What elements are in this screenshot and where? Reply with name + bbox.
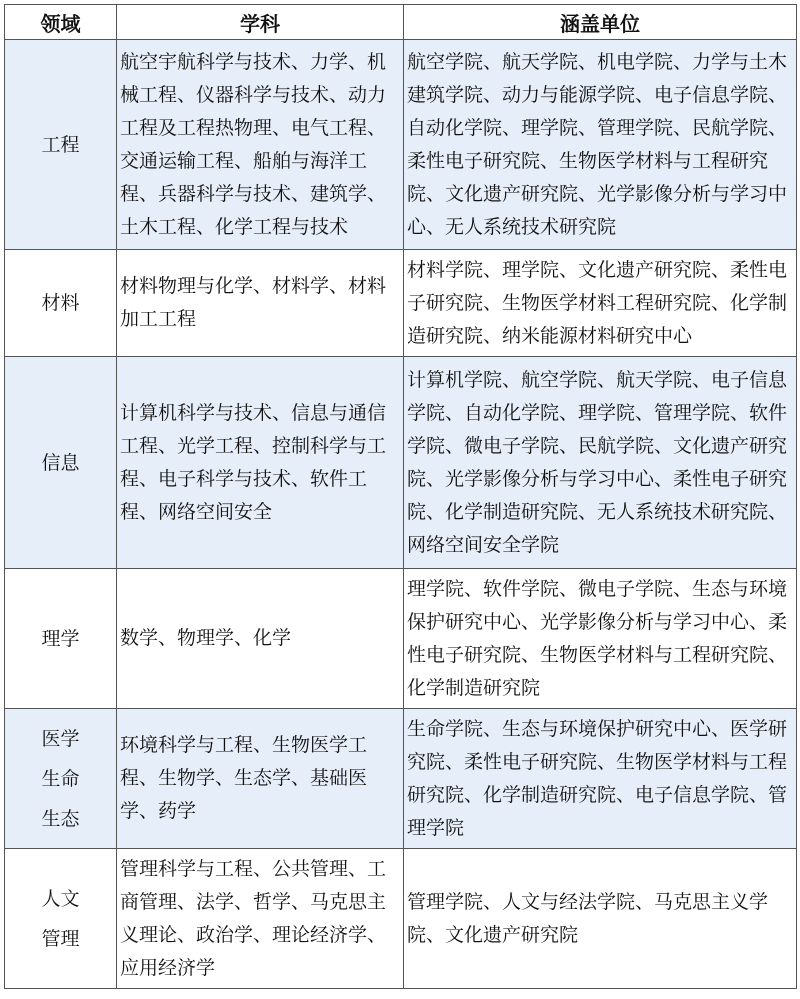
units-cell: 理学院、软件学院、微电子学院、生态与环境保护研究中心、光学影像分析与学习中心、柔性电子研究院、生物医学材料与工程研究院、化学制造研究院: [404, 569, 797, 709]
table-row: [5, 357, 797, 569]
table-row: [5, 709, 797, 849]
units-cell: 计算机学院、航空学院、航天学院、电子信息学院、自动化学院、理学院、管理学院、软件学院、微电子学院、民航学院、文化遗产研究院、光学影像分析与学习中心、柔性电子研究院、化学制造研究院、无人系统技术研究院、网络空间安全学院: [404, 357, 797, 569]
domain-cell: [5, 250, 117, 357]
table-row: [5, 849, 797, 989]
units-cell: 航空学院、航天学院、机电学院、力学与土木建筑学院、动力与能源学院、电子信息学院、自动化学院、理学院、管理学院、民航学院、柔性电子研究院、生物医学材料与工程研究院、文化遗产研究院、光学影像分析与学习中心、无人系统技术研究院: [404, 40, 797, 250]
domain-label: 生命: [41, 767, 80, 790]
domain-label: 人文: [41, 887, 80, 910]
domain-label: 材料: [41, 292, 80, 314]
table-row: [5, 569, 797, 709]
subject-cell: 材料物理与化学、材料学、材料加工工程: [117, 250, 404, 357]
subject-cell: 数学、物理学、化学: [117, 569, 404, 709]
domain-label: 生态: [41, 807, 80, 830]
units-cell: 材料学院、理学院、文化遗产研究院、柔性电子研究院、生物医学材料工程研究院、化学制造研究院、纳米能源材料研究中心: [404, 250, 797, 357]
header-row: [5, 5, 797, 40]
units-cell: 管理学院、人文与经法学院、马克思主义学院、文化遗产研究院: [404, 849, 797, 989]
subject-cell: 航空宇航科学与技术、力学、机械工程、仪器科学与技术、动力工程及工程热物理、电气工程、交通运输工程、船舶与海洋工程、兵器科学与技术、建筑学、土木工程、化学工程与技术: [117, 40, 404, 250]
header-units: 涵盖单位: [404, 5, 797, 40]
domain-cell: [5, 709, 117, 849]
domain-label: 理学: [41, 627, 80, 650]
domain-cell: [5, 357, 117, 569]
domain-cell: [5, 40, 117, 250]
subject-cell: 管理科学与工程、公共管理、工商管理、法学、哲学、马克思主义理论、政治学、理论经济学、应用经济学: [117, 849, 404, 989]
domain-label: 管理: [41, 927, 80, 950]
header-domain: 领域: [5, 5, 117, 40]
domain-label: 工程: [41, 133, 80, 156]
table-row: [5, 250, 797, 357]
subject-cell: 计算机科学与技术、信息与通信工程、光学工程、控制科学与工程、电子科学与技术、软件工程、网络空间安全: [117, 357, 404, 569]
subject-cell: 环境科学与工程、生物医学工程、生物学、生态学、基础医学、药学: [117, 709, 404, 849]
header-subject: 学科: [117, 5, 404, 40]
domain-label: 信息: [41, 451, 80, 474]
units-cell: 生命学院、生态与环境保护研究中心、医学研究院、柔性电子研究院、生物医学材料与工程研究院、化学制造研究院、电子信息学院、管理学院: [404, 709, 797, 849]
discipline-table: [4, 4, 797, 989]
table-row: [5, 40, 797, 250]
domain-cell: [5, 569, 117, 709]
domain-cell: [5, 849, 117, 989]
domain-label: 医学: [41, 727, 80, 750]
